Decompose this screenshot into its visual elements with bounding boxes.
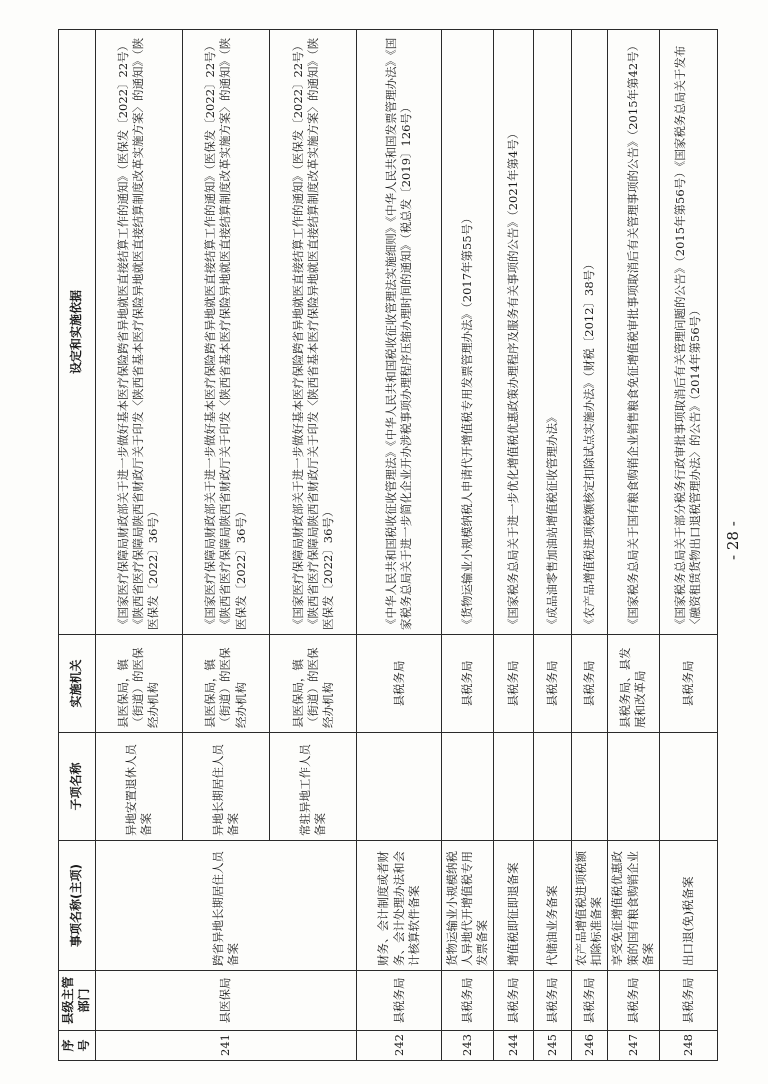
cell-seq: 248: [659, 1031, 717, 1061]
cell-item: 代储油业务备案: [534, 841, 572, 971]
cell-dept: 县医保局: [95, 971, 357, 1031]
cell-dept: 县税务局: [607, 971, 659, 1031]
cell-seq: 247: [607, 1031, 659, 1061]
table-row: [572, 30, 607, 1061]
header-seq: 序号: [59, 1031, 96, 1061]
cell-basis: 《国家医疗保障局财政部关于进一步做好基本医疗保险跨省异地就医直接结算工作的通知》（医保发〔2022〕22号）《陕西省医疗保障局陕西省财政厅关于印发〈陕西省基本医疗保险异地就医直接结算制度改革实施方案〉的通知》（陕医保发〔2022〕36号）: [270, 30, 357, 635]
cell-sub: [441, 733, 493, 841]
header-basis: 设定和实施依据: [59, 30, 96, 635]
cell-agency: 县医保局，镇（街道）的医保经办机构: [270, 635, 357, 733]
cell-dept: 县税务局: [534, 971, 572, 1031]
cell-item: 出口退(免)税备案: [659, 841, 717, 971]
cell-seq: 246: [572, 1031, 607, 1061]
cell-sub: 异地安置退休人员备案: [95, 733, 182, 841]
cell-agency: 县税务局: [357, 635, 441, 733]
cell-agency: 县税务局、县发展和改革局: [607, 635, 659, 733]
cell-basis: 《国家税务总局关于国有粮食购销企业销售粮食免征增值税审批事项取消后有关管理事项的公告》（2015年第42号）: [607, 30, 659, 635]
cell-sub: [572, 733, 607, 841]
cell-sub: 常驻异地工作人员备案: [270, 733, 357, 841]
cell-dept: 县税务局: [572, 971, 607, 1031]
cell-sub: [493, 733, 533, 841]
cell-sub: [659, 733, 717, 841]
cell-basis: 《国家税务总局关于进一步优化增值税优惠政策办理程序及服务有关事项的公告》（2021年第4号）: [493, 30, 533, 635]
cell-agency: 县税务局: [659, 635, 717, 733]
table-row: [534, 30, 572, 1061]
table-row: [357, 30, 441, 1061]
cell-agency: 县税务局: [572, 635, 607, 733]
items-table: [58, 29, 718, 1061]
header-dept: 县级主管部门: [59, 971, 96, 1031]
cell-agency: 县医保局，镇（街道）的医保经办机构: [95, 635, 182, 733]
cell-basis: 《中华人民共和国税收征收管理法》《中华人民共和国税收征收管理法实施细则》《中华人民共和国发票管理办法》《国家税务总局关于进一步简化企业开办涉税事项办理程序压缩办理时间的通知》（税总发〔2019〕126号）: [357, 30, 441, 635]
cell-item: 跨省异地长期居住人员备案: [95, 841, 357, 971]
cell-basis: 《成品油零售加油站增值税征收管理办法》: [534, 30, 572, 635]
table-header-row: [59, 30, 96, 1061]
table-row: [607, 30, 659, 1061]
cell-agency: 县税务局: [441, 635, 493, 733]
cell-item: 享受免征增值税优惠政策的国有粮食购销企业备案: [607, 841, 659, 971]
cell-basis: 《国家医疗保障局财政部关于进一步做好基本医疗保险跨省异地就医直接结算工作的通知》（医保发〔2022〕22号）《陕西省医疗保障局陕西省财政厅关于印发〈陕西省基本医疗保险异地就医直接结算制度改革实施方案〉的通知》（陕医保发〔2022〕36号）: [182, 30, 269, 635]
cell-item: 货物运输业小规模纳税人异地代开增值税专用发票备案: [441, 841, 493, 971]
cell-seq: 244: [493, 1031, 533, 1061]
header-item: 事项名称(主项): [59, 841, 96, 971]
cell-sub: [357, 733, 441, 841]
cell-dept: 县税务局: [493, 971, 533, 1031]
table-row: [493, 30, 533, 1061]
page-number-text: - 28 -: [724, 521, 742, 560]
table-row: [441, 30, 493, 1061]
header-sub: 子项名称: [59, 733, 96, 841]
cell-item: 财务、会计制度或者财务、会计处理办法和会计核算软件备案: [357, 841, 441, 971]
cell-agency: 县医保局，镇（街道）的医保经办机构: [182, 635, 269, 733]
cell-basis: 《农产品增值税进项税额核定扣除试点实施办法》（财税〔2012〕38号）: [572, 30, 607, 635]
cell-seq: 245: [534, 1031, 572, 1061]
cell-agency: 县税务局: [493, 635, 533, 733]
cell-sub: [607, 733, 659, 841]
cell-agency: 县税务局: [534, 635, 572, 733]
cell-item: 农产品增值税进项税额扣除标准备案: [572, 841, 607, 971]
cell-seq: 242: [357, 1031, 441, 1061]
cell-dept: 县税务局: [659, 971, 717, 1031]
cell-basis: 《国家税务总局关于部分税务行政审批事项取消后有关管理问题的公告》（2015年第56号）《国家税务总局关于发布〈融资租赁货物出口退税管理办法〉的公告》（2014年第56号）: [659, 30, 717, 635]
cell-basis: 《货物运输业小规模纳税人申请代开增值税专用发票管理办法》（2017年第55号）: [441, 30, 493, 635]
table-row: [95, 30, 182, 1061]
cell-seq: 241: [95, 1031, 357, 1061]
cell-dept: 县税务局: [441, 971, 493, 1031]
cell-sub: 异地长期居住人员备案: [182, 733, 269, 841]
cell-basis: 《国家医疗保障局财政部关于进一步做好基本医疗保险跨省异地就医直接结算工作的通知》（医保发〔2022〕22号）《陕西省医疗保障局陕西省财政厅关于印发〈陕西省基本医疗保险异地就医直接结算制度改革实施方案〉的通知》（陕医保发〔2022〕36号）: [95, 30, 182, 635]
page-number: [714, 520, 754, 564]
cell-item: 增值税即征即退备案: [493, 841, 533, 971]
cell-seq: 243: [441, 1031, 493, 1061]
cell-sub: [534, 733, 572, 841]
cell-dept: 县税务局: [357, 971, 441, 1031]
header-agency: 实施机关: [59, 635, 96, 733]
rotated-table-container: [58, 29, 718, 1061]
table-row: [659, 30, 717, 1061]
